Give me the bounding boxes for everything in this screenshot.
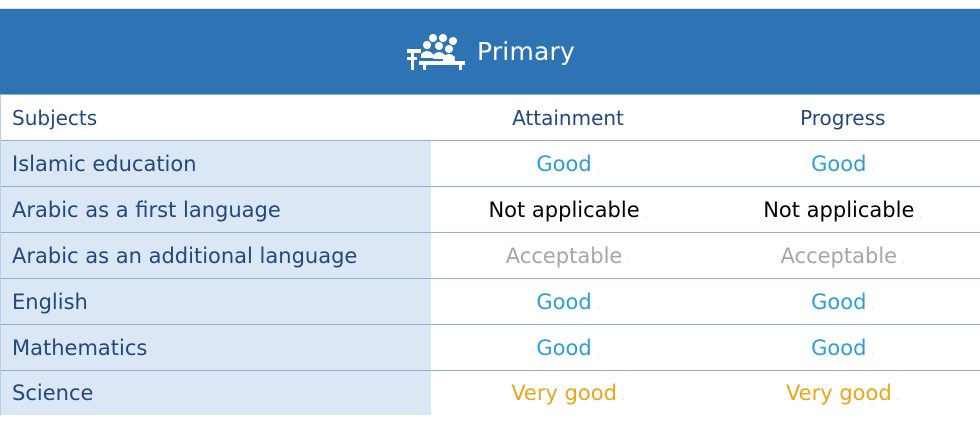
column-header-progress: Progress [706,95,980,141]
judgement-marker: . [871,301,875,312]
judgement-marker: . [596,347,600,358]
judgement-marker: . [871,163,875,174]
header-title: Primary [476,37,575,66]
progress-value: Good [811,335,867,360]
judgement-marker: . [896,392,900,403]
progress-value: Very good [785,380,892,405]
table-header-row [1,95,980,141]
progress-value: Good [811,289,867,314]
subject-cell: Islamic education [1,141,431,187]
column-header-subjects: Subjects [1,95,431,141]
table-row [1,279,980,325]
progress-cell [706,141,980,187]
attainment-cell [431,233,706,279]
subject-cell: Arabic as an additional language [1,233,431,279]
attainment-cell [431,279,706,325]
attainment-value: Not applicable [488,197,640,222]
column-header-attainment: Attainment [431,95,706,141]
table-row [1,371,980,415]
progress-cell [706,233,980,279]
judgement-marker: . [596,163,600,174]
table-row [1,141,980,187]
judgements-table [0,94,980,415]
subject-cell: Science [1,371,431,415]
progress-value: Acceptable [780,243,898,268]
subject-cell: English [1,279,431,325]
attainment-cell [431,371,706,415]
attainment-value: Very good [511,380,617,405]
judgement-marker: . [627,255,631,266]
header-content [405,32,575,72]
attainment-cell [431,141,706,187]
section-header [0,8,980,94]
attainment-value: Good [536,289,592,314]
progress-cell [706,279,980,325]
judgement-marker: . [871,347,875,358]
attainment-value: Acceptable [505,243,623,268]
progress-cell [706,371,980,415]
judgement-marker: . [902,255,905,266]
table-row [1,233,980,279]
classroom-icon [405,32,467,72]
judgement-marker: . [596,301,600,312]
table-row [1,325,980,371]
judgement-marker: . [621,392,625,403]
progress-value: Good [811,151,867,176]
attainment-value: Good [536,151,592,176]
progress-cell [706,187,980,233]
attainment-value: Good [536,335,592,360]
judgement-marker: . [644,209,648,220]
subject-cell: Arabic as a first language [1,187,431,233]
attainment-cell [431,325,706,371]
progress-value: Not applicable [763,197,915,222]
judgement-marker: . [919,209,923,220]
table-row [1,187,980,233]
progress-cell [706,325,980,371]
subject-cell: Mathematics [1,325,431,371]
attainment-cell [431,187,706,233]
